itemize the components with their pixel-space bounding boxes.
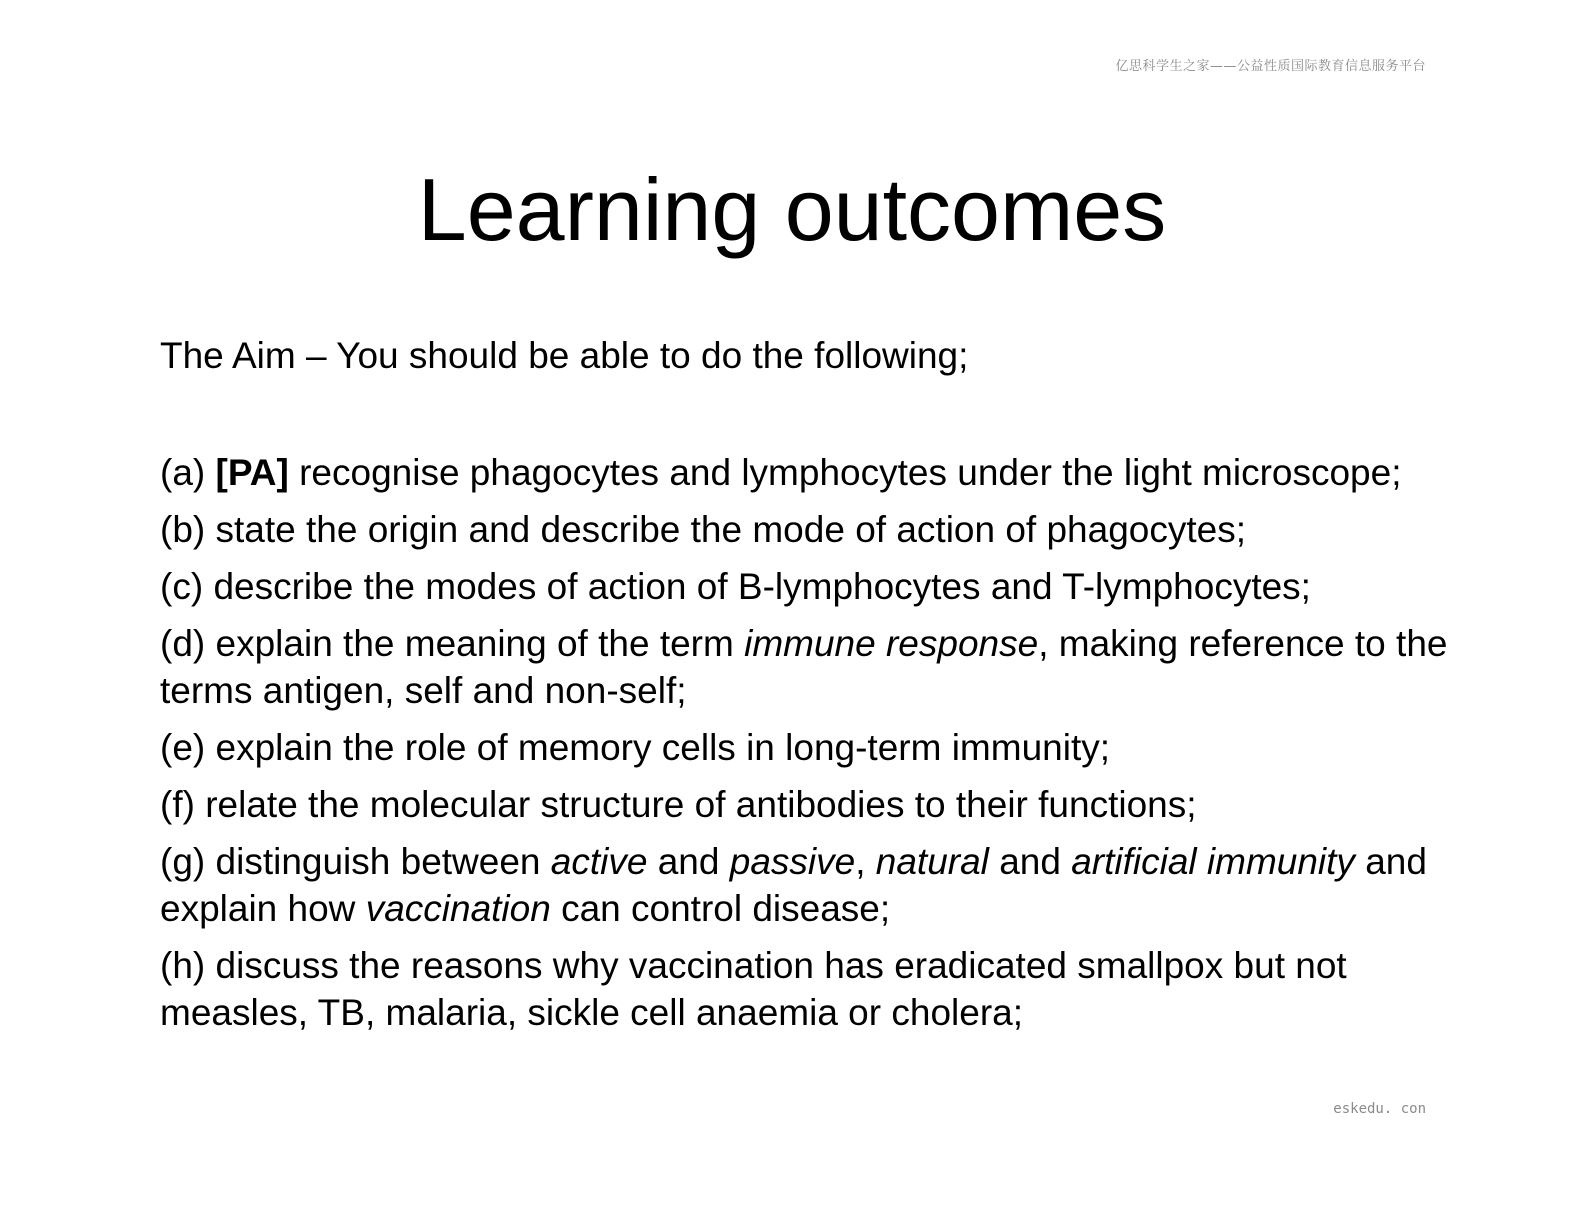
outcome-text: , making reference to the terms antigen, self and non-self; xyxy=(160,623,1448,711)
aim-statement: The Aim – You should be able to do the following; xyxy=(160,335,969,376)
outcome-c xyxy=(160,563,1460,610)
outcome-label: (d) xyxy=(160,623,206,664)
outcome-h xyxy=(160,942,1460,1036)
outcome-d xyxy=(160,620,1460,714)
outcome-label: (f) xyxy=(160,784,195,825)
outcome-label: (g) xyxy=(160,841,206,882)
outcome-label: (b) xyxy=(160,509,206,550)
outcome-text: relate the molecular structure of antibodies to their functions; xyxy=(205,784,1197,825)
outcome-emphasis: artificial immunity xyxy=(1071,841,1355,882)
outcome-text: , xyxy=(855,841,866,882)
outcome-text: explain the role of memory cells in long-term immunity; xyxy=(215,727,1111,768)
outcome-emphasis: passive xyxy=(729,841,856,882)
outcome-emphasis: active xyxy=(550,841,648,882)
outcome-text: and xyxy=(999,841,1061,882)
outcomes-list xyxy=(160,449,1460,1046)
outcome-text: describe the modes of action of B-lymphocytes and T-lymphocytes; xyxy=(213,566,1311,607)
outcome-text: and xyxy=(657,841,720,882)
outcome-text: state the origin and describe the mode of action of phagocytes; xyxy=(215,509,1247,550)
page-title: Learning outcomes xyxy=(417,160,1167,259)
outcome-emphasis: vaccination xyxy=(365,888,551,929)
outcome-label: (a) xyxy=(160,452,206,493)
outcome-text: can control disease; xyxy=(561,888,891,929)
outcome-f xyxy=(160,781,1460,828)
outcome-e xyxy=(160,724,1460,771)
outcome-text: explain the meaning of the term xyxy=(215,623,734,664)
outcome-text: and explain how xyxy=(160,841,1427,929)
outcome-emphasis: natural xyxy=(875,841,989,882)
outcome-text: recognise phagocytes and lymphocytes under the light microscope; xyxy=(299,452,1402,493)
footer-note: eskedu. con xyxy=(1333,1101,1426,1117)
outcome-emphasis: immune response xyxy=(744,623,1039,664)
outcome-text: discuss the reasons why vaccination has eradicated smallpox but not measles, TB, malaria, sickle cell anaemia or cholera; xyxy=(160,945,1347,1033)
header-note: 亿思科学生之家——公益性质国际教育信息服务平台 xyxy=(1115,59,1426,74)
outcome-g xyxy=(160,838,1460,932)
outcome-text: distinguish between xyxy=(215,841,541,882)
outcome-label: (h) xyxy=(160,945,206,986)
outcome-label: (e) xyxy=(160,727,206,768)
outcome-a xyxy=(160,449,1460,496)
outcome-b xyxy=(160,506,1460,553)
practical-tag: [PA] xyxy=(215,452,289,493)
outcome-label: (c) xyxy=(160,566,204,607)
